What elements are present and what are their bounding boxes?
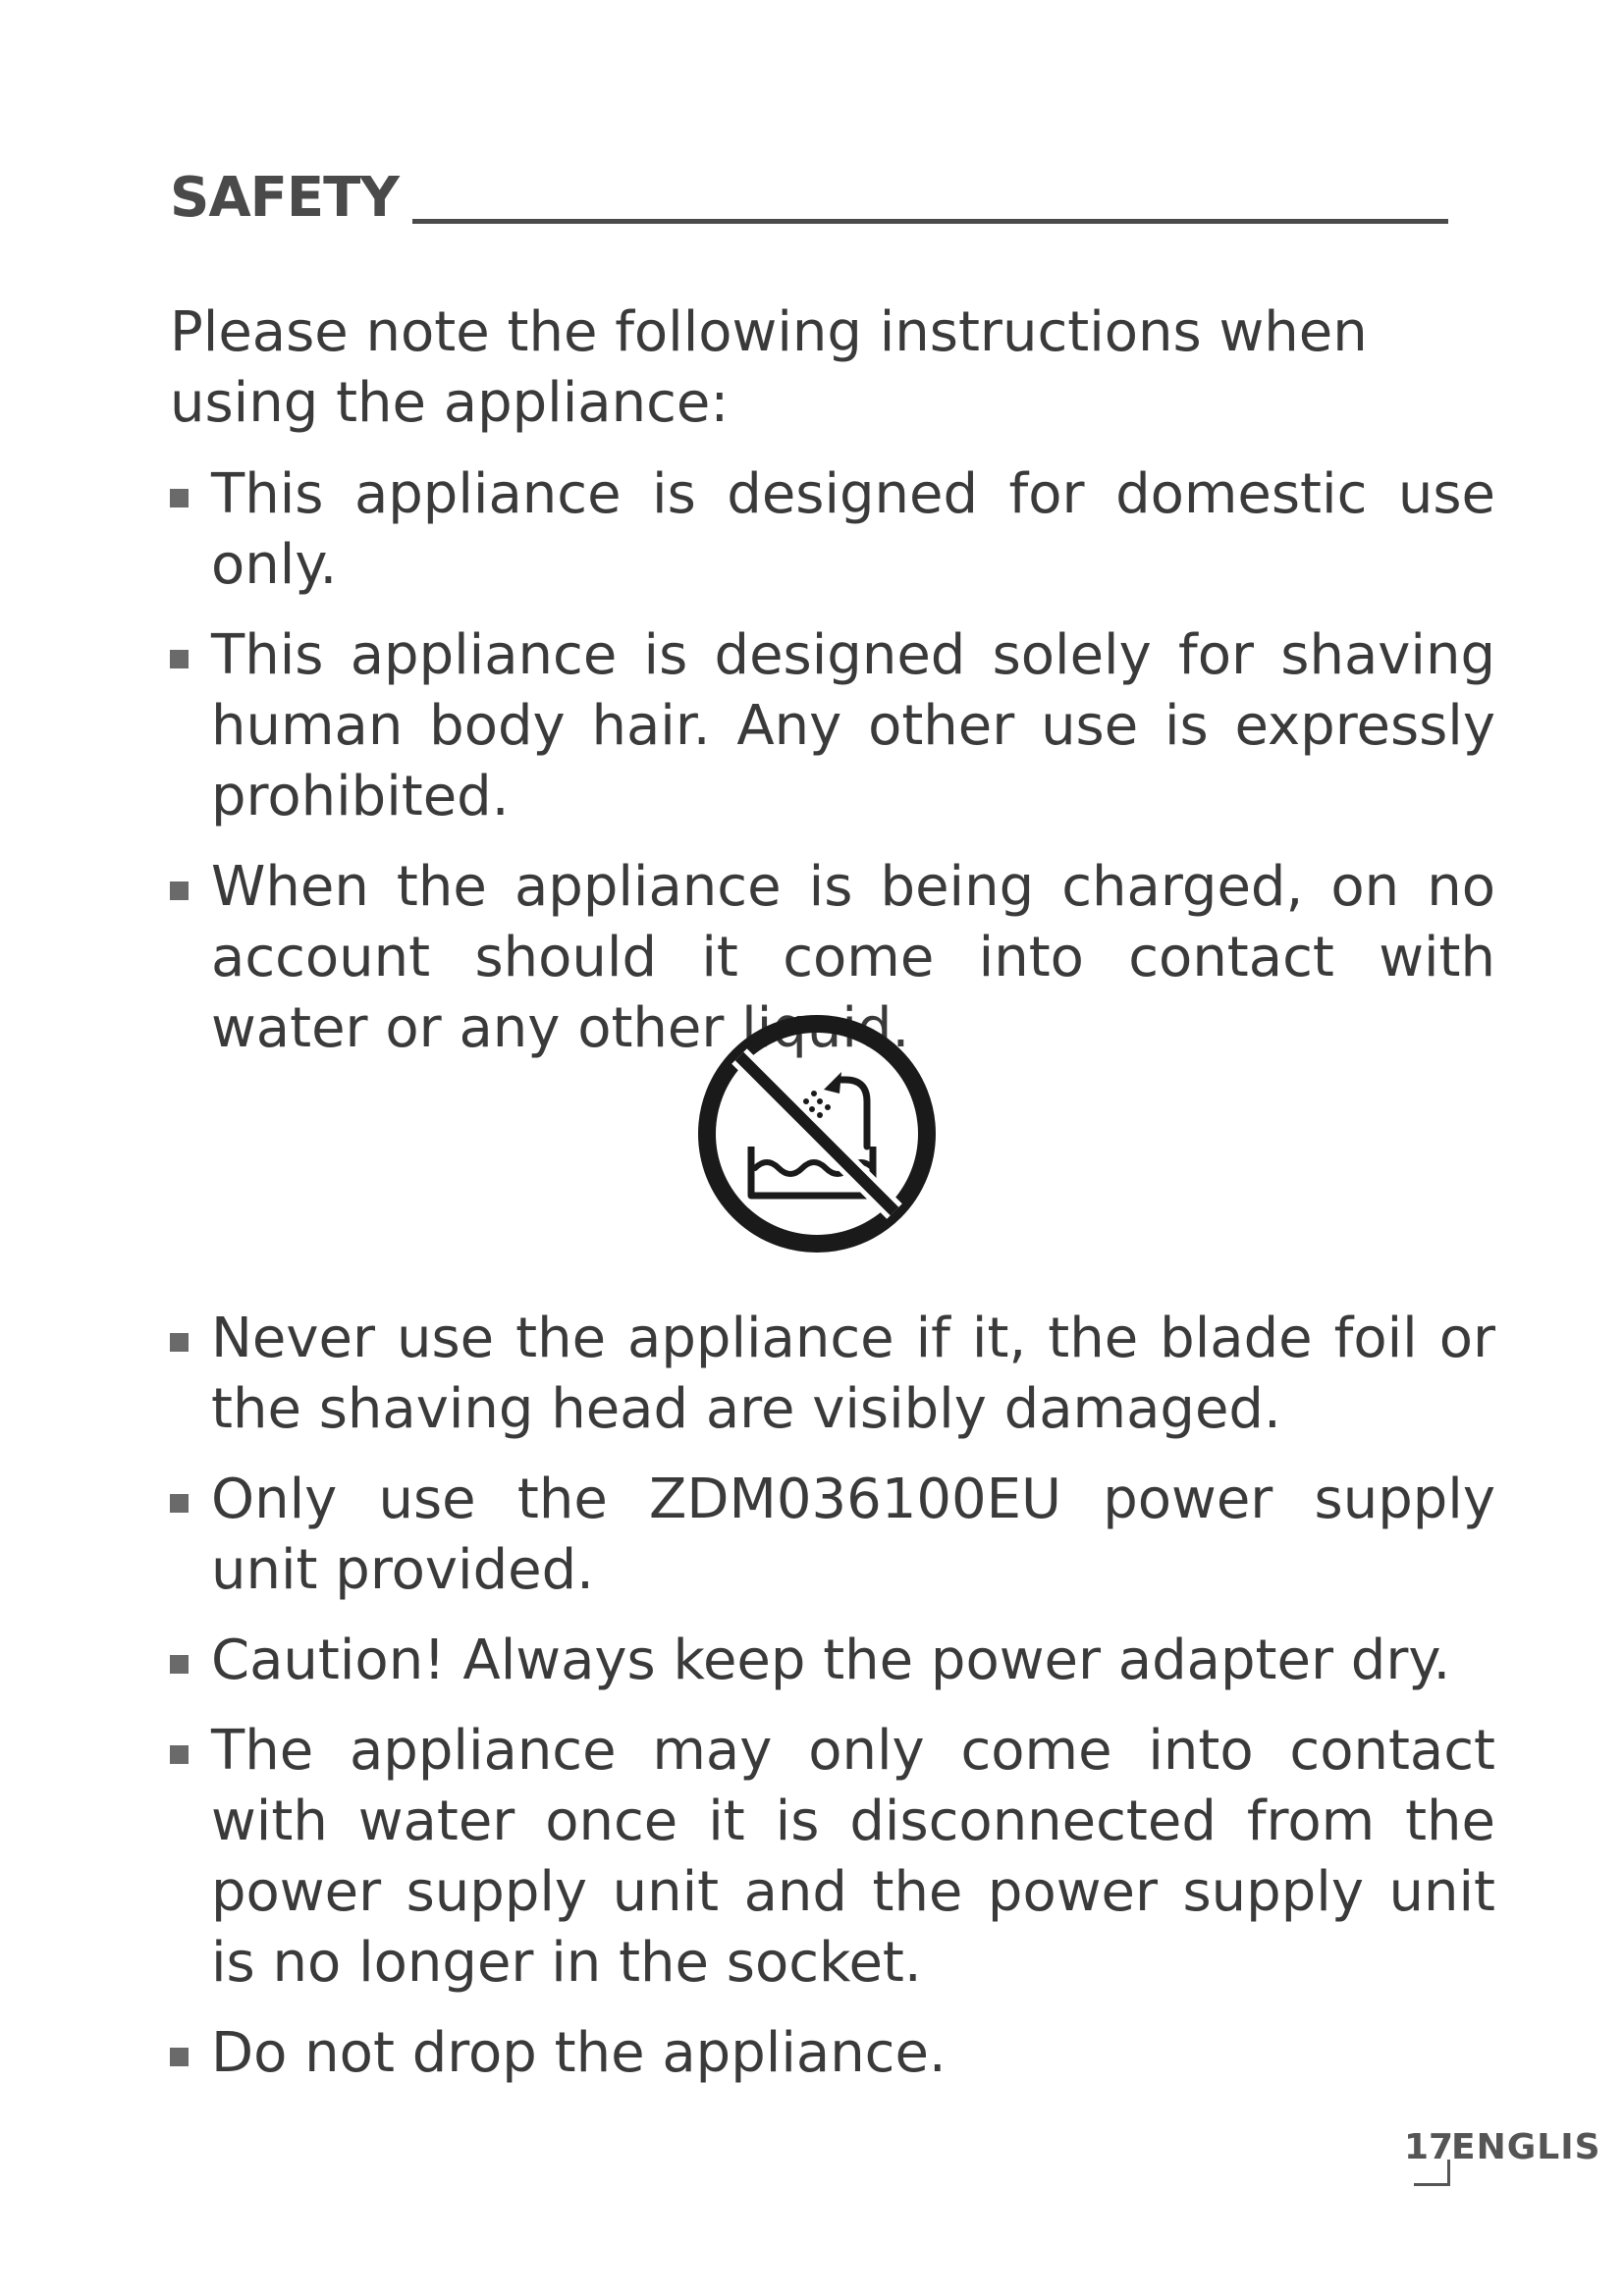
section-title: SAFETY — [170, 166, 399, 230]
square-bullet-icon — [170, 1494, 189, 1513]
intro-paragraph: Please note the following instructions when using the appliance: — [170, 300, 1368, 435]
safety-item-text: This appliance is designed for domestic use only. — [211, 462, 1495, 597]
section-title-rule — [412, 219, 1448, 224]
square-bullet-icon — [170, 1655, 189, 1674]
safety-item — [170, 2018, 1495, 2089]
safety-item-text: Only use the ZDM036100EU power supply unit provided. — [211, 1468, 1495, 1602]
square-bullet-icon — [170, 2048, 189, 2066]
safety-item — [170, 1626, 1495, 1696]
footer-corner-mark — [1414, 2160, 1450, 2186]
safety-item — [170, 1465, 1495, 1606]
no-water-prohibition-icon — [694, 1011, 940, 1256]
safety-list-top — [170, 459, 1495, 1084]
safety-item-text: This appliance is designed solely for shaving human body hair. Any other use is expressly prohibited. — [211, 623, 1495, 828]
square-bullet-icon — [170, 881, 189, 900]
square-bullet-icon — [170, 1745, 189, 1764]
safety-item-text: The appliance may only come into contact with water once it is disconnected from the power supply unit and the power supply unit is no longer in the socket. — [211, 1719, 1495, 1995]
safety-item — [170, 459, 1495, 601]
safety-item-text: When the appliance is being charged, on no account should it come into contact with water or any other liquid. — [211, 855, 1495, 1060]
safety-item — [170, 620, 1495, 832]
safety-item-text: Never use the appliance if it, the blade foil or the shaving head are visibly damaged. — [211, 1307, 1495, 1441]
safety-list-bottom — [170, 1304, 1495, 2109]
safety-item — [170, 1304, 1495, 1445]
square-bullet-icon — [170, 489, 189, 507]
page-number: 17 — [1404, 2127, 1454, 2167]
page-footer — [1404, 2127, 1601, 2187]
square-bullet-icon — [170, 1333, 189, 1352]
footer-language-label: ENGLIS — [1451, 2127, 1601, 2167]
safety-item — [170, 1716, 1495, 1999]
square-bullet-icon — [170, 650, 189, 668]
safety-item-text: Do not drop the appliance. — [211, 2021, 947, 2085]
section-header — [170, 157, 1448, 230]
safety-item-text: Caution! Always keep the power adapter dry. — [211, 1629, 1451, 1692]
